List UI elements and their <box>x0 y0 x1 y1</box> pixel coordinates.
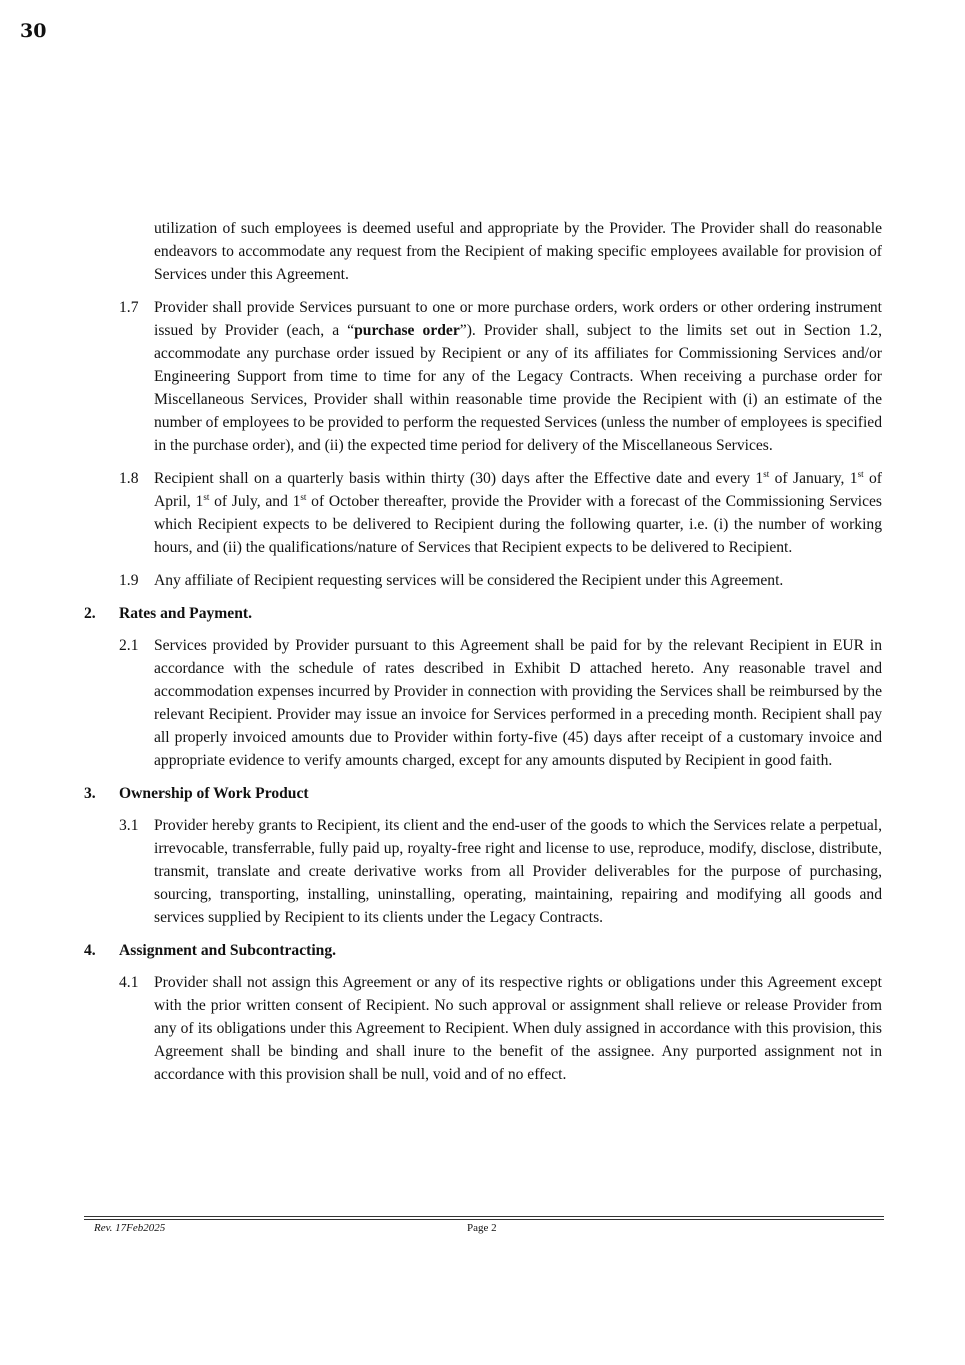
footer-divider <box>84 1216 884 1217</box>
section-3-heading <box>84 782 882 805</box>
section-title: Ownership of Work Product <box>119 785 309 802</box>
clause-1-8 <box>84 467 882 559</box>
clause-1-9 <box>84 569 882 592</box>
clause-text: Any affiliate of Recipient requesting services will be considered the Recipient under this Agreement. <box>154 572 784 589</box>
document-body <box>84 217 882 1096</box>
clause-2-1 <box>84 634 882 772</box>
clause-text: Recipient shall on a quarterly basis within thirty (30) days after the Effective date and every 1st of January, 1st of April, 1st of July, and 1st of October thereafter, provide the Provider with a forecast of the Commissioning Services which Recipient expects to be delivered to Recipient during the following quarter, i.e. (i) the number of working hours, and (ii) the qualifications/nature of Services that Recipient expects to be delivered to Recipient. <box>154 469 883 556</box>
clause-4-1 <box>84 971 882 1086</box>
section-title: Assignment and Subcontracting. <box>119 942 337 959</box>
clause-text: Services provided by Provider pursuant to this Agreement shall be paid for by the relevant Recipient in EUR in accordance with the schedule of rates described in Exhibit D attached hereto. Any reasonable travel and accommodation expenses incurred by Provider in connection with providing the Services shall be reimbursed by the relevant Recipient. Provider may issue an invoice for Services performed in a preceding month. Recipient shall pay all properly invoiced amounts due to Provider within forty-five (45) days after receipt of a customary invoice and appropriate evidence to verify amounts charged, except for any amounts disputed by Recipient in good faith. <box>154 637 882 769</box>
clause-1-7 <box>84 296 882 457</box>
clause-number: 4.1 <box>119 974 139 991</box>
clause-number: 1.7 <box>119 299 139 316</box>
section-number: 2. <box>84 605 96 622</box>
clause-text: Provider shall provide Services pursuant to one or more purchase orders, work orders or other ordering instrument issued by Provider (each, a “purchase order”). Provider shall, subject to the limits set out in Section 1.2, accommodate any purchase order issued by Recipient or any of its affiliates for Commissioning Services and/or Engineering Support from time to time for any of the Legacy Contracts. When receiving a purchase order for Miscellaneous Services, Provider shall within reasonable time provide the Recipient with (i) an estimate of the number of employees to be provided to perform the requested Services (unless the number of employees is specified in the purchase order), and (ii) the expected time period for delivery of the Miscellaneous Services. <box>154 299 882 454</box>
defined-term: purchase order <box>354 322 460 339</box>
footer-page-number: Page 2 <box>467 1222 497 1234</box>
section-title: Rates and Payment. <box>119 605 252 622</box>
section-4-heading <box>84 939 882 962</box>
clause-number: 3.1 <box>119 817 139 834</box>
footer-divider <box>84 1219 884 1220</box>
clause-number: 2.1 <box>119 637 139 654</box>
footer-revision: Rev. 17Feb2025 <box>94 1222 166 1234</box>
clause-3-1 <box>84 814 882 929</box>
clause-text: Provider shall not assign this Agreement or any of its respective rights or obligations under this Agreement except with the prior written consent of Recipient. No such approval or assignment shall relieve or release Provider from any of its obligations under this Agreement to Recipient. When duly assigned in accordance with this provision, this Agreement shall be binding and shall inure to the benefit of the assignee. Any purported assignment not in accordance with this provision shall be null, void and of no effect. <box>154 974 882 1083</box>
clause-text: Provider hereby grants to Recipient, its client and the end-user of the goods to which the Services relate a perpetual, irrevocable, transferrable, fully paid up, royalty-free right and license to use, reproduce, modify, disclose, distribute, transmit, translate and create derivative works from all Provider deliverables for the purpose of purchasing, sourcing, transporting, installing, uninstalling, operating, maintaining, repairing and modifying all goods and services supplied by Recipient to its clients under the Legacy Contracts. <box>154 817 882 926</box>
section-2-heading <box>84 602 882 625</box>
clause-number: 1.9 <box>119 572 139 589</box>
section-number: 3. <box>84 785 96 802</box>
clause-number: 1.8 <box>119 470 139 487</box>
continuation-paragraph: utilization of such employees is deemed useful and appropriate by the Provider. The Provider shall do reasonable endeavors to accommodate any request from the Recipient of making specific employees available for provision of Services under this Agreement. <box>154 220 882 283</box>
section-number: 4. <box>84 942 96 959</box>
page-marker: 30 <box>20 20 47 42</box>
